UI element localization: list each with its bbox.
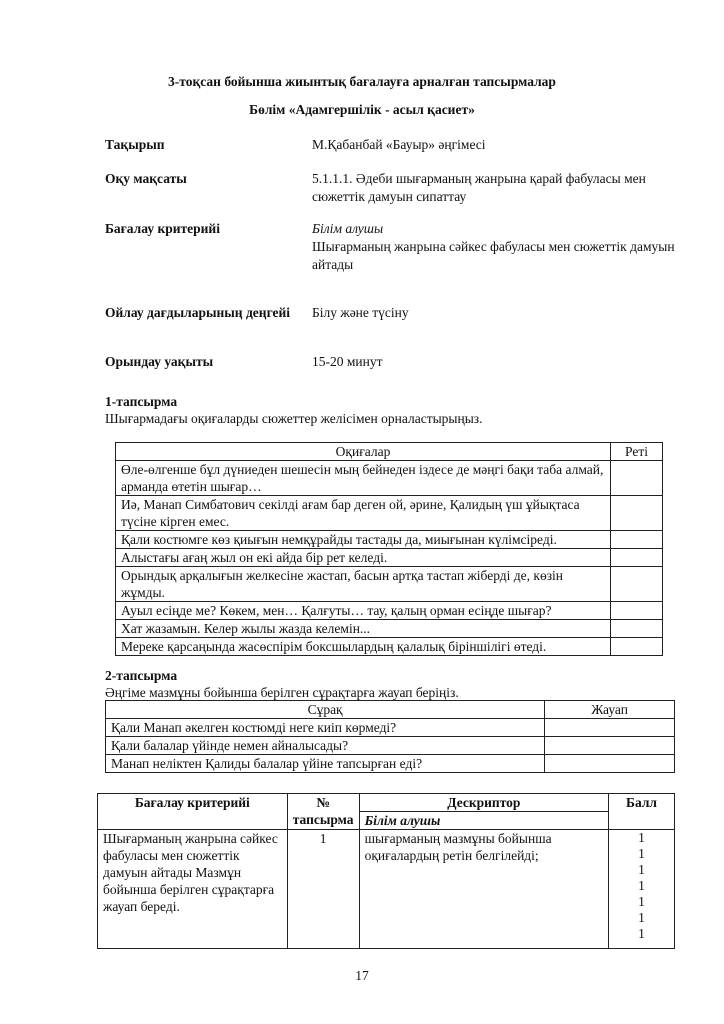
criteria-value-text: Шығарманың жанрына сәйкес фабуласы мен сюжеттік дамуын айтады	[312, 239, 675, 273]
thinking-value: Білу және түсіну	[312, 305, 409, 320]
topic-label: Тақырып	[105, 137, 165, 152]
section-title: Бөлім «Адамгершілік - асыл қасиет»	[249, 102, 475, 117]
descriptor-column-header: Дескриптор	[359, 794, 608, 812]
event-text: Мереке қарсаңында жасөспірім боксшылардың қалалық біріншілігі өтеді.	[116, 638, 611, 656]
table-row	[116, 549, 663, 567]
order-cell[interactable]	[611, 602, 663, 620]
time-label: Орындау уақыты	[105, 354, 214, 369]
event-text: Орындық арқалығын желкесіне жастап, басын артқа тастап жіберді де, көзін жұмды.	[116, 567, 611, 602]
criteria-label: Бағалау критерийі	[105, 221, 220, 236]
question-column-header: Сұрақ	[106, 701, 545, 719]
score-value: 1	[638, 830, 645, 845]
score-list	[609, 830, 675, 949]
answer-cell[interactable]	[545, 755, 675, 773]
table-row	[106, 737, 675, 755]
task1-instruction: Шығармадағы оқиғаларды сюжеттер желісімен орналастырыңыз.	[105, 411, 483, 426]
order-cell[interactable]	[611, 531, 663, 549]
goal-label: Оқу мақсаты	[105, 171, 187, 186]
order-cell[interactable]	[611, 461, 663, 496]
task2-title: 2-тапсырма	[105, 668, 178, 683]
descriptor-text: шығарманың мазмұны бойынша оқиғалардың ретін белгілейді;	[359, 830, 608, 949]
criteria-value-italic: Білім алушы	[312, 221, 384, 236]
question-text: Қали балалар үйінде немен айналысады?	[106, 737, 545, 755]
answer-cell[interactable]	[545, 719, 675, 737]
order-cell[interactable]	[611, 567, 663, 602]
event-text: Өле-өлгенше бұл дүниеден шешесін мың бейнеден іздесе де мәңгі бақи таба алмай, арманда өтетін шығар…	[116, 461, 611, 496]
event-text: Алыстағы ағаң жыл он екі айда бір рет келеді.	[116, 549, 611, 567]
table-row	[116, 602, 663, 620]
answer-column-header: Жауап	[545, 701, 675, 719]
score-value: 1	[638, 846, 645, 861]
criteria-column-header: Бағалау критерийі	[98, 794, 288, 830]
assessment-table	[97, 793, 675, 949]
table-row	[106, 719, 675, 737]
table-row	[116, 461, 663, 496]
score-value: 1	[638, 878, 645, 893]
questions-table	[105, 700, 675, 773]
topic-value: М.Қабанбай «Бауыр» әңгімесі	[312, 137, 486, 152]
document-title: 3-тоқсан бойынша жиынтық бағалауға арналған тапсырмалар	[168, 74, 556, 89]
table-row	[116, 496, 663, 531]
descriptor-subheader: Білім алушы	[359, 812, 608, 830]
table-row	[106, 755, 675, 773]
goal-value: 5.1.1.1. Әдеби шығарманың жанрына қарай фабуласы мен сюжеттік дамуын сипаттау	[312, 171, 646, 205]
event-text: Хат жазамын. Келер жылы жазда келемін...	[116, 620, 611, 638]
event-text: Ауыл есіңде ме? Көкем, мен… Қалғуты… тау, қалың орман есіңде шығар?	[116, 602, 611, 620]
table-row	[98, 830, 675, 949]
questions-table-header	[106, 701, 675, 719]
time-value: 15-20 минут	[312, 354, 383, 369]
event-text: Қали костюмге көз қиығын немқұрайды тастады да, миығынан күлімсіреді.	[116, 531, 611, 549]
order-cell[interactable]	[611, 620, 663, 638]
score-value: 1	[638, 910, 645, 925]
order-cell[interactable]	[611, 549, 663, 567]
score-value: 1	[638, 926, 645, 941]
order-cell[interactable]	[611, 638, 663, 656]
thinking-label: Ойлау дағдыларының деңгейі	[105, 305, 291, 320]
score-column-header: Балл	[609, 794, 675, 830]
task-number-column-header: № тапсырма	[287, 794, 359, 830]
question-text: Манап неліктен Қалиды балалар үйіне тапсырған еді?	[106, 755, 545, 773]
task-number: 1	[287, 830, 359, 949]
criteria-value	[312, 220, 677, 275]
table-row	[116, 567, 663, 602]
score-value: 1	[638, 862, 645, 877]
question-text: Қали Манап әкелген костюмді неге киіп көрмеді?	[106, 719, 545, 737]
task2-instruction: Әңгіме мазмұны бойынша берілген сұрақтарға жауап беріңіз.	[105, 685, 459, 700]
events-table	[115, 442, 663, 656]
answer-cell[interactable]	[545, 737, 675, 755]
table-row	[116, 531, 663, 549]
order-cell[interactable]	[611, 496, 663, 531]
task1-title: 1-тапсырма	[105, 394, 178, 409]
assessment-header-row	[98, 794, 675, 812]
event-text: Иә, Манап Симбатович секілді ағам бар деген ой, әрине, Қалидың үш ұйықтаса түсіне кірген емес.	[116, 496, 611, 531]
table-row	[116, 638, 663, 656]
score-value: 1	[638, 894, 645, 909]
page-number: 17	[355, 968, 369, 983]
criteria-text: Шығарманың жанрына сәйкес фабуласы мен сюжеттік дамуын айтады Мазмұн бойынша берілген сұрақтарға жауап береді.	[98, 830, 288, 949]
table-row	[116, 620, 663, 638]
events-table-header	[116, 443, 663, 461]
order-column-header: Реті	[611, 443, 663, 461]
events-column-header: Оқиғалар	[116, 443, 611, 461]
